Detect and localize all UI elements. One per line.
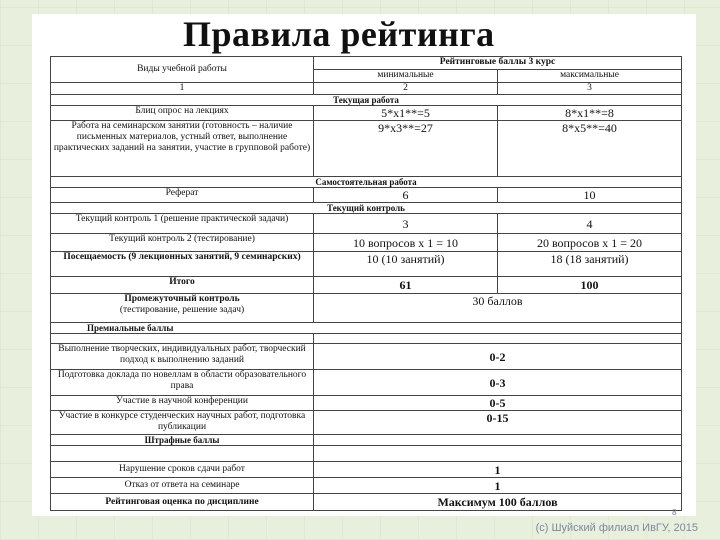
row-deadline-label: Нарушение сроков сдачи работ xyxy=(51,462,314,478)
row-essay-label: Реферат xyxy=(51,188,314,203)
row-attendance-max: 18 (18 занятий) xyxy=(498,252,682,277)
row-seminar-max: 8*х5**=40 xyxy=(498,121,682,177)
row-blitz-min: 5*х1**=5 xyxy=(314,106,498,121)
section-current-control: Текущий контроль xyxy=(51,203,682,214)
row-total-min: 61 xyxy=(314,277,498,294)
row-interim-label-rest: (тестирование, решение задач) xyxy=(119,305,245,315)
row-seminar-min: 9*х3**=27 xyxy=(314,121,498,177)
row-control2-label: Текущий контроль 2 (тестирование) xyxy=(51,234,314,252)
row-conference-label: Участие в научной конференции xyxy=(51,396,314,411)
footer-copyright: (с) Шуйский филиал ИвГУ, 2015 xyxy=(535,522,698,534)
bonus-filler-2 xyxy=(314,334,682,344)
row-final-value: Максимум 100 баллов xyxy=(314,494,682,511)
row-control1-min: 3 xyxy=(314,214,498,234)
row-seminar-label: Работа на семинарском занятии (готовность – наличие письменных материалов, устный ответ, выполнение практических заданий на занятии, участие в групповой работе) xyxy=(51,121,314,177)
row-blitz-max: 8*х1**=8 xyxy=(498,106,682,121)
row-control1-max: 4 xyxy=(498,214,682,234)
row-creative-value: 0-2 xyxy=(314,344,682,370)
bonus-filler-1 xyxy=(51,334,314,344)
row-conference-value: 0-5 xyxy=(314,396,682,411)
penalty-filler-1 xyxy=(51,446,314,462)
row-total-label: Итого xyxy=(51,277,314,294)
row-interim-value: 30 баллов xyxy=(314,294,682,323)
row-interim-label-bold: Промежуточный контроль xyxy=(124,294,240,304)
slide-title: Правила рейтинга xyxy=(183,14,495,54)
row-essay-max: 10 xyxy=(498,188,682,203)
section-current-work: Текущая работа xyxy=(51,95,682,106)
row-refusal-value: 1 xyxy=(314,478,682,494)
header-rating-group: Рейтинговые баллы 3 курс xyxy=(314,57,682,70)
penalty-filler-2 xyxy=(314,446,682,462)
row-control2-max: 20 вопросов х 1 = 20 xyxy=(498,234,682,252)
row-attendance-min: 10 (10 занятий) xyxy=(314,252,498,277)
row-contest-label: Участие в конкурсе студенческих научных работ, подготовка публикации xyxy=(51,411,314,435)
row-essay-min: 6 xyxy=(314,188,498,203)
row-attendance-label: Посещаемость (9 лекционных занятий, 9 семинарских) xyxy=(51,252,314,277)
row-total-max: 100 xyxy=(498,277,682,294)
row-refusal-label: Отказ от ответа на семинаре xyxy=(51,478,314,494)
section-penalty: Штрафные баллы xyxy=(51,435,314,446)
row-blitz-label: Блиц опрос на лекциях xyxy=(51,106,314,121)
row-control2-min: 10 вопросов х 1 = 10 xyxy=(314,234,498,252)
row-control1-label: Текущий контроль 1 (решение практической задачи) xyxy=(51,214,314,234)
header-num-1: 1 xyxy=(51,83,314,95)
row-contest-value: 0-15 xyxy=(314,411,682,435)
row-final-label: Рейтинговая оценка по дисциплине xyxy=(51,494,314,511)
header-num-2: 2 xyxy=(314,83,498,95)
rating-table xyxy=(50,56,682,511)
penalty-filler xyxy=(314,435,682,446)
section-bonus: Премиальные баллы xyxy=(51,323,682,334)
row-creative-label: Выполнение творческих, индивидуальных работ, творческий подход к выполнению заданий xyxy=(51,344,314,370)
row-report-value: 0-3 xyxy=(314,370,682,396)
header-activity-type: Виды учебной работы xyxy=(51,57,314,83)
section-self-work: Самостоятельная работа xyxy=(51,177,682,188)
row-interim-label xyxy=(51,294,314,323)
header-num-3: 3 xyxy=(498,83,682,95)
row-deadline-value: 1 xyxy=(314,462,682,478)
page-number: 8 xyxy=(672,508,677,517)
header-max: максимальные xyxy=(498,70,682,83)
header-min: минимальные xyxy=(314,70,498,83)
row-report-label: Подготовка доклада по новеллам в области образовательного права xyxy=(51,370,314,396)
